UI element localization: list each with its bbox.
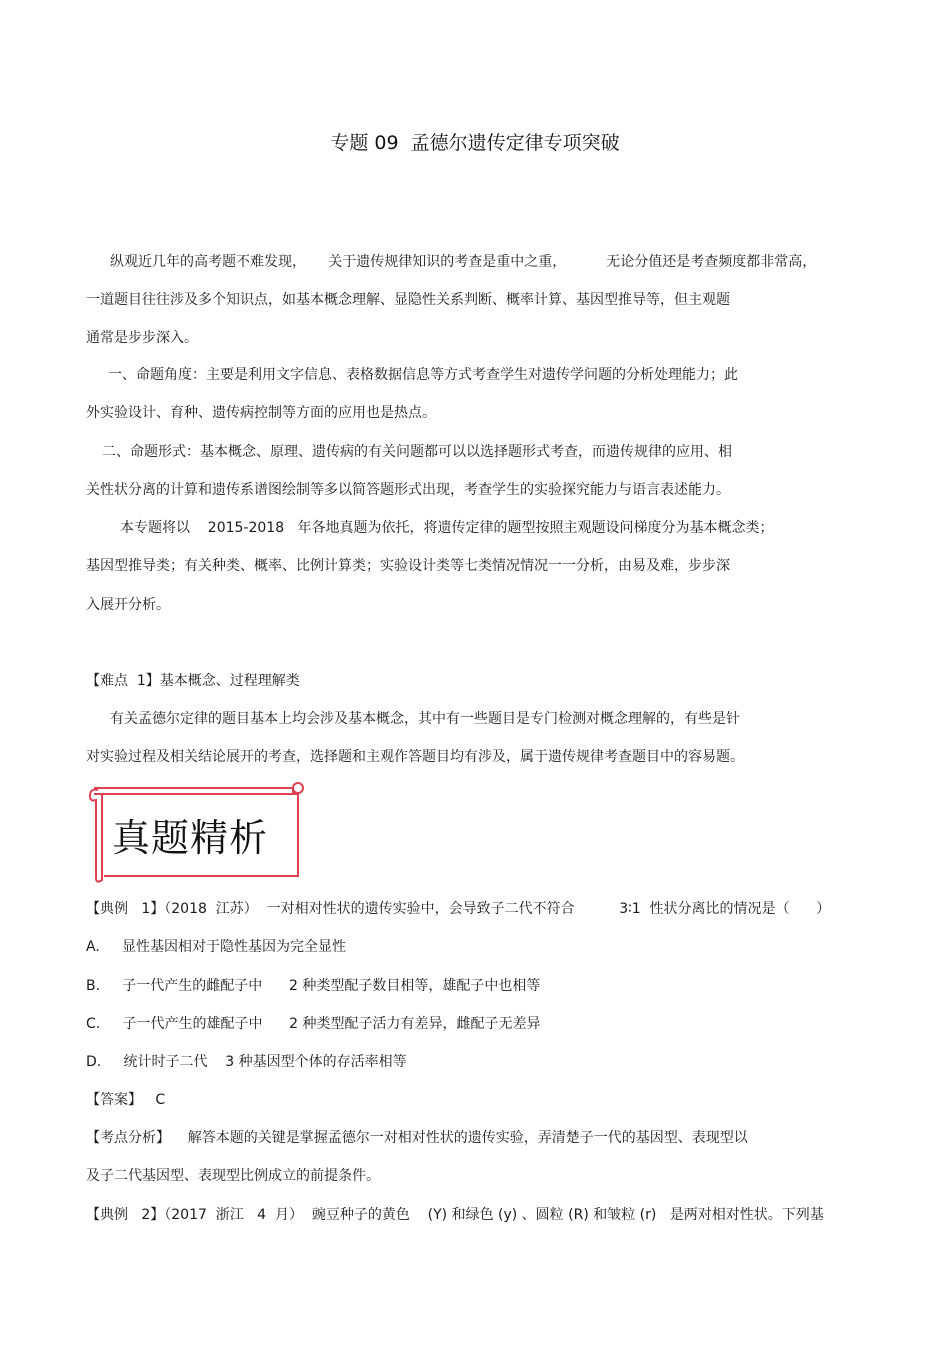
section-text: 对实验过程及相关结论展开的考查，选择题和主观作答题目均有涉及，属于遗传规律考查题目中的容易题。 <box>86 749 744 765</box>
option-d: D. 统计时子二代 3 种基因型个体的存活率相等 <box>86 1054 407 1070</box>
intro-line: 通常是步步深入。 <box>86 330 198 346</box>
example-stem: 【典例 2】（2017 浙江 4 月） 豌豆种子的黄色 (Y) 和绿色 (y) 、圆粒 (R) 和皱粒 (r) 是两对相对性状。下列基 <box>86 1207 824 1223</box>
banner-title: 真题精析 <box>112 816 269 860</box>
analysis-line: 【考点分析】 解答本题的关键是掌握孟德尔一对相对性状的遗传实验，弄清楚子一代的基因型、表现型以 <box>86 1130 748 1146</box>
intro-line: 一、命题角度：主要是利用文字信息、表格数据信息等方式考查学生对遗传学问题的分析处理能力；此 <box>108 367 738 383</box>
option-c: C. 子一代产生的雄配子中 2 种类型配子活力有差异，雌配子无差异 <box>86 1016 541 1032</box>
intro-line: 外实验设计、育种、遗传病控制等方面的应用也是热点。 <box>86 405 436 421</box>
analysis-line: 及子二代基因型、表现型比例成立的前提条件。 <box>86 1168 380 1184</box>
section-text: 有关孟德尔定律的题目基本上均会涉及基本概念，其中有一些题目是专门检测对概念理解的，有些是针 <box>110 711 740 727</box>
intro-line: 二、命题形式：基本概念、原理、遗传病的有关问题都可以以选择题形式考查，而遗传规律的应用、相 <box>102 444 732 460</box>
intro-line: 关性状分离的计算和遗传系谱图绘制等多以简答题形式出现，考查学生的实验探究能力与语言表述能力。 <box>86 482 730 498</box>
example-stem: 【典例 1】（2018 江苏） 一对相对性状的遗传实验中，会导致子二代不符合 3∶1 性状分离比的情况是（ ） <box>86 901 831 917</box>
intro-line: 入展开分析。 <box>86 597 170 613</box>
answer: 【答案】 C <box>86 1092 166 1108</box>
option-b: B. 子一代产生的雌配子中 2 种类型配子数目相等，雄配子中也相等 <box>86 978 541 994</box>
intro-line: 基因型推导类；有关种类、概率、比例计算类；实验设计类等七类情况情况一一分析，由易及难，步步深 <box>86 558 730 574</box>
intro-line: 一道题目往往涉及多个知识点，如基本概念理解、显隐性关系判断、概率计算、基因型推导等，但主观题 <box>86 292 730 308</box>
option-a: A. 显性基因相对于隐性基因为完全显性 <box>86 939 347 955</box>
intro-line: 本专题将以 2015-2018 年各地真题为依托，将遗传定律的题型按照主观题设问梯度分为基本概念类； <box>120 520 774 536</box>
intro-line: 纵观近几年的高考题不难发现， 关于遗传规律知识的考查是重中之重， 无论分值还是考查频度都非常高， <box>110 254 817 270</box>
section-heading: 【难点 1】基本概念、过程理解类 <box>86 673 300 689</box>
page-title: 专题 09 孟德尔遗传定律专项突破 <box>330 132 620 154</box>
